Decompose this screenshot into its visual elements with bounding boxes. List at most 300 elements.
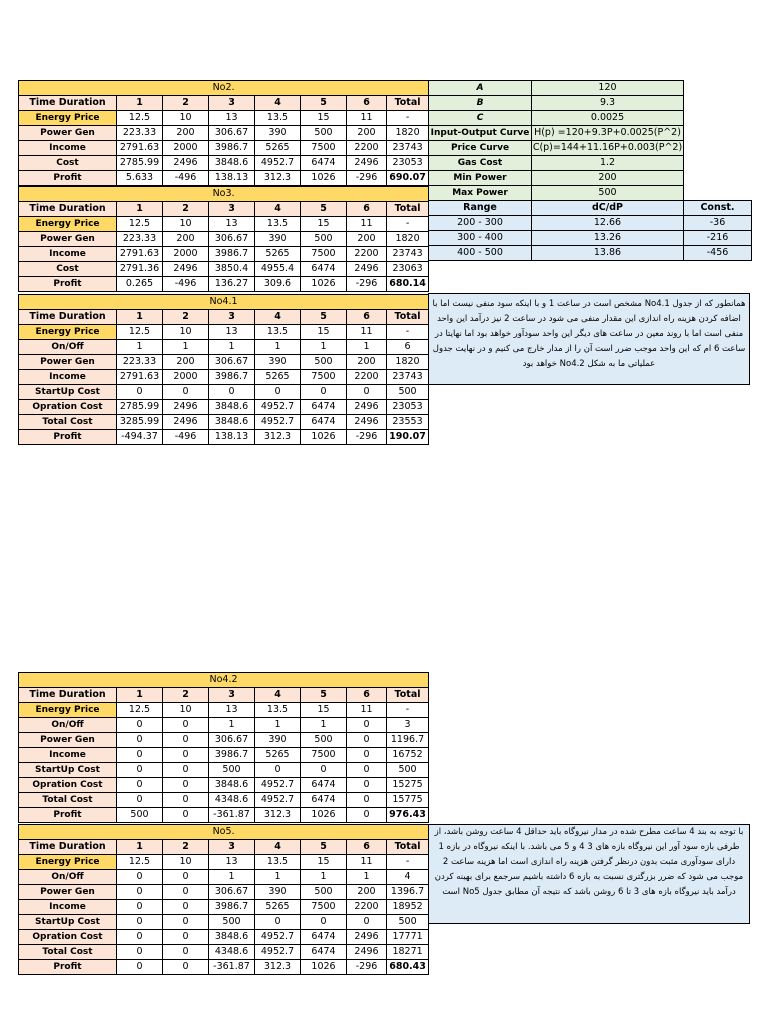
table-cell: 0	[301, 385, 347, 400]
table-cell: 23743	[387, 247, 429, 262]
table-cell: 390	[255, 355, 301, 370]
row-label: Income	[19, 900, 117, 915]
table-cell: 1396.7	[387, 885, 429, 900]
column-header: 6	[347, 840, 387, 855]
table-cell: 1	[347, 340, 387, 355]
column-header: 4	[255, 202, 301, 217]
table-cell: 3	[387, 718, 429, 733]
table-cell: 190.07	[387, 430, 429, 445]
table-cell: -496	[163, 171, 209, 186]
column-header: Time Duration	[19, 840, 117, 855]
param-label: A	[429, 81, 532, 96]
table-cell: 18271	[387, 945, 429, 960]
table-cell: 0	[255, 763, 301, 778]
table-cell: 15	[301, 703, 347, 718]
table-cell: -	[387, 217, 429, 232]
table-cell: 1026	[301, 277, 347, 292]
table-row	[19, 277, 429, 292]
param-label: C	[429, 111, 532, 126]
table-cell: 3848.6	[209, 156, 255, 171]
dcdp-cell: 13.86	[532, 246, 684, 261]
row-label: Power Gen	[19, 885, 117, 900]
param-label: Input-Output Curve	[429, 126, 532, 141]
column-header: 4	[255, 840, 301, 855]
column-header: 2	[163, 202, 209, 217]
table-cell: 0	[117, 718, 163, 733]
table-cell: 2496	[163, 156, 209, 171]
const-cell: -36	[684, 216, 752, 231]
column-header: 3	[209, 202, 255, 217]
row-label: Cost	[19, 262, 117, 277]
table-cell: 1026	[301, 430, 347, 445]
table-cell: 2496	[347, 400, 387, 415]
param-value: H(p) =120+9.3P+0.0025(P^2)	[532, 126, 684, 141]
table-cell: 7500	[301, 748, 347, 763]
table-cell: 13.5	[255, 855, 301, 870]
table-cell: 1820	[387, 126, 429, 141]
column-header-row	[19, 310, 429, 325]
table-row	[19, 930, 429, 945]
param-value: 120	[532, 81, 684, 96]
table-cell: 11	[347, 325, 387, 340]
table-no3	[18, 186, 429, 292]
table-cell: 0	[255, 915, 301, 930]
table-cell: 0	[347, 733, 387, 748]
param-label: B	[429, 96, 532, 111]
table-cell: 0	[163, 885, 209, 900]
row-label: Profit	[19, 171, 117, 186]
table-cell: 4952.7	[255, 778, 301, 793]
table-row	[19, 900, 429, 915]
table-cell: 13	[209, 111, 255, 126]
table-cell: 2496	[347, 415, 387, 430]
row-label: Power Gen	[19, 126, 117, 141]
column-header-row	[19, 96, 429, 111]
param-row-max-power	[429, 186, 752, 201]
table-cell: 680.14	[387, 277, 429, 292]
table-cell: 0	[163, 385, 209, 400]
table-cell: 5265	[255, 247, 301, 262]
range-row	[429, 216, 752, 231]
table-cell: 3986.7	[209, 748, 255, 763]
table-cell: 2496	[163, 262, 209, 277]
table-cell: -	[387, 325, 429, 340]
param-value: 0.0025	[532, 111, 684, 126]
param-row-b	[429, 96, 752, 111]
table-no4-1	[18, 294, 429, 445]
row-label: Total Cost	[19, 945, 117, 960]
table-cell: 2200	[347, 900, 387, 915]
table-row	[19, 385, 429, 400]
table-cell: 11	[347, 855, 387, 870]
table-cell: 6474	[301, 415, 347, 430]
table-cell: 138.13	[209, 171, 255, 186]
row-label: Opration Cost	[19, 778, 117, 793]
param-row-c	[429, 111, 752, 126]
table-cell: 1196.7	[387, 733, 429, 748]
row-label: Income	[19, 748, 117, 763]
table-title: No4.2	[19, 673, 429, 688]
table-cell: 1820	[387, 232, 429, 247]
table-row	[19, 733, 429, 748]
table-cell: 1	[301, 340, 347, 355]
table-row	[19, 325, 429, 340]
table-cell: 390	[255, 885, 301, 900]
table-cell: 0	[117, 763, 163, 778]
table-cell: 16752	[387, 748, 429, 763]
table-cell: 12.5	[117, 111, 163, 126]
table-cell: 0	[163, 808, 209, 823]
table-row	[19, 793, 429, 808]
table-row	[19, 370, 429, 385]
table-cell: -296	[347, 430, 387, 445]
table-cell: 15275	[387, 778, 429, 793]
row-label: Profit	[19, 277, 117, 292]
row-label: StartUp Cost	[19, 763, 117, 778]
table-cell: 3850.4	[209, 262, 255, 277]
table-cell: 390	[255, 733, 301, 748]
column-header: 6	[347, 310, 387, 325]
table-cell: 500	[117, 808, 163, 823]
table-cell: 2496	[347, 262, 387, 277]
table-cell: 1820	[387, 355, 429, 370]
table-cell: 1	[209, 870, 255, 885]
row-label: Power Gen	[19, 355, 117, 370]
param-value: C(p)=144+11.16P+0.003(P^2)	[532, 141, 684, 156]
table-no2	[18, 80, 429, 186]
table-cell: 500	[301, 733, 347, 748]
table-cell: 306.67	[209, 355, 255, 370]
table-cell: 0	[117, 945, 163, 960]
table-cell: 1	[255, 718, 301, 733]
row-label: On/Off	[19, 870, 117, 885]
param-row-min-power	[429, 171, 752, 186]
column-header: Total	[387, 202, 429, 217]
table-title: No3.	[19, 187, 429, 202]
row-label: Power Gen	[19, 232, 117, 247]
table-cell: -	[387, 855, 429, 870]
row-label: Profit	[19, 430, 117, 445]
table-row	[19, 430, 429, 445]
table-cell: 1	[117, 340, 163, 355]
table-cell: 18952	[387, 900, 429, 915]
table-cell: 2791.63	[117, 370, 163, 385]
column-header: 1	[117, 202, 163, 217]
row-label: Income	[19, 247, 117, 262]
param-row-a	[429, 81, 752, 96]
row-label: Energy Price	[19, 855, 117, 870]
table-cell: -496	[163, 430, 209, 445]
table-row	[19, 232, 429, 247]
table-cell: 0	[117, 915, 163, 930]
table-cell: 0	[163, 778, 209, 793]
table-cell: 4952.7	[255, 793, 301, 808]
table-cell: 2791.63	[117, 247, 163, 262]
table-cell: 1	[163, 340, 209, 355]
table-cell: 13	[209, 217, 255, 232]
table-cell: 200	[347, 885, 387, 900]
table-cell: 976.43	[387, 808, 429, 823]
table-title: No2.	[19, 81, 429, 96]
table-cell: 312.3	[255, 171, 301, 186]
table-cell: 23553	[387, 415, 429, 430]
table-cell: 2000	[163, 247, 209, 262]
column-header: 4	[255, 310, 301, 325]
table-cell: 0	[117, 778, 163, 793]
table-row	[19, 340, 429, 355]
column-header: Total	[387, 688, 429, 703]
table-cell: 0	[163, 718, 209, 733]
table-cell: 0	[347, 793, 387, 808]
column-header: 6	[347, 96, 387, 111]
table-cell: 13.5	[255, 703, 301, 718]
table-row	[19, 915, 429, 930]
table-cell: 5265	[255, 900, 301, 915]
range-cell: 300 - 400	[429, 231, 532, 246]
param-row-price-curve	[429, 141, 752, 156]
table-cell: 2791.36	[117, 262, 163, 277]
column-header: 3	[209, 310, 255, 325]
table-cell: 0	[163, 733, 209, 748]
column-header: Total	[387, 96, 429, 111]
table-cell: 200	[163, 232, 209, 247]
table-cell: 3848.6	[209, 415, 255, 430]
table-cell: 3986.7	[209, 370, 255, 385]
row-label: Energy Price	[19, 325, 117, 340]
table-cell: -	[387, 111, 429, 126]
table-cell: 0	[347, 778, 387, 793]
table-cell: 500	[209, 763, 255, 778]
table-cell: 0	[347, 763, 387, 778]
const-header: Const.	[684, 201, 752, 216]
table-cell: 4955.4	[255, 262, 301, 277]
table-cell: 10	[163, 217, 209, 232]
table-row	[19, 808, 429, 823]
const-cell: -216	[684, 231, 752, 246]
row-label: On/Off	[19, 340, 117, 355]
table-cell: 13	[209, 703, 255, 718]
column-header: Time Duration	[19, 310, 117, 325]
table-cell: 0	[163, 915, 209, 930]
table-row	[19, 247, 429, 262]
table-cell: 11	[347, 703, 387, 718]
table-row	[19, 141, 429, 156]
table-title: No4.1	[19, 295, 429, 310]
table-title-row	[19, 81, 429, 96]
table-cell: 500	[387, 385, 429, 400]
table-row	[19, 960, 429, 975]
row-label: Income	[19, 370, 117, 385]
table-cell: 4348.6	[209, 945, 255, 960]
table-cell: 5265	[255, 141, 301, 156]
range-header: Range	[429, 201, 532, 216]
table-cell: 390	[255, 126, 301, 141]
table-cell: 2000	[163, 370, 209, 385]
table-cell: 500	[301, 232, 347, 247]
table-cell: 0	[163, 763, 209, 778]
table-cell: 0	[163, 945, 209, 960]
table-cell: 23063	[387, 262, 429, 277]
table-cell: 15	[301, 325, 347, 340]
table-cell: 690.07	[387, 171, 429, 186]
table-cell: 13.5	[255, 111, 301, 126]
table-cell: 4952.7	[255, 415, 301, 430]
table-cell: 13	[209, 855, 255, 870]
table-title: No5.	[19, 825, 429, 840]
table-cell: 10	[163, 855, 209, 870]
table-cell: 0	[347, 808, 387, 823]
param-value: 500	[532, 186, 684, 201]
table-cell: 0	[117, 900, 163, 915]
table-cell: 2000	[163, 141, 209, 156]
table-cell: 5.633	[117, 171, 163, 186]
table-cell: 2496	[163, 415, 209, 430]
table-cell: 0	[163, 870, 209, 885]
table-row	[19, 171, 429, 186]
column-header: 1	[117, 96, 163, 111]
table-cell: 2785.99	[117, 400, 163, 415]
table-cell: 306.67	[209, 126, 255, 141]
table-cell: 500	[209, 915, 255, 930]
table-cell: 680.43	[387, 960, 429, 975]
table-no4-2	[18, 672, 429, 823]
table-cell: 6474	[301, 778, 347, 793]
table-cell: 138.13	[209, 430, 255, 445]
param-label: Min Power	[429, 171, 532, 186]
table-cell: 4	[387, 870, 429, 885]
column-header-row	[19, 688, 429, 703]
table-cell: 1	[255, 340, 301, 355]
table-cell: 6474	[301, 262, 347, 277]
table-cell: 6474	[301, 793, 347, 808]
param-label: Gas Cost	[429, 156, 532, 171]
table-row	[19, 718, 429, 733]
table-cell: 5265	[255, 748, 301, 763]
table-cell: 6474	[301, 945, 347, 960]
table-cell: 7500	[301, 900, 347, 915]
table-cell: 0	[301, 915, 347, 930]
row-label: StartUp Cost	[19, 915, 117, 930]
column-header: 2	[163, 840, 209, 855]
table-cell: 4952.7	[255, 400, 301, 415]
table-cell: 1	[301, 870, 347, 885]
table-cell: 306.67	[209, 885, 255, 900]
table-cell: 312.3	[255, 808, 301, 823]
column-header: 2	[163, 688, 209, 703]
column-header: 4	[255, 96, 301, 111]
table-cell: 2200	[347, 247, 387, 262]
column-header: 3	[209, 96, 255, 111]
table-cell: 500	[387, 763, 429, 778]
table-cell: 0	[347, 385, 387, 400]
table-cell: -296	[347, 960, 387, 975]
table-cell: 4952.7	[255, 930, 301, 945]
param-label: Price Curve	[429, 141, 532, 156]
table-cell: 15	[301, 855, 347, 870]
table-cell: 6474	[301, 930, 347, 945]
table-cell: 2785.99	[117, 156, 163, 171]
table-cell: 13.5	[255, 325, 301, 340]
table-cell: 23053	[387, 400, 429, 415]
table-cell: -361.87	[209, 808, 255, 823]
table-cell: 7500	[301, 141, 347, 156]
table-cell: 12.5	[117, 325, 163, 340]
table-cell: 0	[117, 793, 163, 808]
table-row	[19, 870, 429, 885]
parameter-table	[428, 80, 752, 261]
column-header: Time Duration	[19, 688, 117, 703]
table-cell: 0	[163, 900, 209, 915]
table-row	[19, 126, 429, 141]
table-cell: 17771	[387, 930, 429, 945]
table-cell: 0	[347, 718, 387, 733]
table-cell: 200	[347, 355, 387, 370]
table-cell: 15	[301, 111, 347, 126]
table-cell: 0	[163, 930, 209, 945]
table-cell: 3848.6	[209, 400, 255, 415]
table-cell: 2791.63	[117, 141, 163, 156]
table-cell: 1	[301, 718, 347, 733]
column-header: 1	[117, 840, 163, 855]
row-label: StartUp Cost	[19, 385, 117, 400]
table-cell: 3986.7	[209, 247, 255, 262]
note-no5: با توجه به بند 4 ساعت مطرح شده در مدار نیروگاه باید حداقل 4 ساعت روشن باشد، از طرفی بازه سود آور این نیروگاه بازه های 3 4 و 5 می باشد. با اینکه نیروگاه در بازه 1 دارای سودآوری مثبت بدون درنظر گرفتن هزینه راه اندازی است اما هزینه ساعت 2 موجب می شود که ضرر بزرگتری نسبت به بازه 6 داشته باشیم سرجمع برای بهینه کردن درآمد باید نیروگاه بازه های 3 تا 6 روشن باشد که نتیجه آن مطابق جدول No5 است	[428, 824, 750, 924]
table-cell: 2496	[163, 400, 209, 415]
column-header: 6	[347, 688, 387, 703]
column-header: 5	[301, 96, 347, 111]
param-label: Max Power	[429, 186, 532, 201]
table-cell: -	[387, 703, 429, 718]
table-cell: -296	[347, 277, 387, 292]
table-cell: 13.5	[255, 217, 301, 232]
table-cell: 223.33	[117, 232, 163, 247]
table-row	[19, 400, 429, 415]
table-cell: 2200	[347, 141, 387, 156]
table-cell: 23743	[387, 370, 429, 385]
table-cell: -494.37	[117, 430, 163, 445]
param-value: 200	[532, 171, 684, 186]
row-label: Opration Cost	[19, 930, 117, 945]
table-cell: 0	[117, 870, 163, 885]
table-cell: 12.5	[117, 703, 163, 718]
table-no5	[18, 824, 429, 975]
row-label: Total Cost	[19, 415, 117, 430]
column-header: 1	[117, 310, 163, 325]
table-cell: 2496	[347, 156, 387, 171]
column-header: 3	[209, 688, 255, 703]
table-cell: 2496	[347, 945, 387, 960]
table-cell: 6	[387, 340, 429, 355]
column-header-row	[19, 202, 429, 217]
row-label: On/Off	[19, 718, 117, 733]
table-cell: 6474	[301, 400, 347, 415]
param-row-gas-cost	[429, 156, 752, 171]
table-cell: 7500	[301, 247, 347, 262]
range-row	[429, 246, 752, 261]
column-header: Total	[387, 840, 429, 855]
table-cell: 1026	[301, 808, 347, 823]
column-header: 2	[163, 96, 209, 111]
table-cell: 312.3	[255, 960, 301, 975]
dcdp-header: dC/dP	[532, 201, 684, 216]
table-cell: 3986.7	[209, 900, 255, 915]
table-cell: 0	[117, 385, 163, 400]
const-cell: -456	[684, 246, 752, 261]
table-cell: 7500	[301, 370, 347, 385]
table-cell: 3848.6	[209, 930, 255, 945]
table-cell: -496	[163, 277, 209, 292]
row-label: Cost	[19, 156, 117, 171]
